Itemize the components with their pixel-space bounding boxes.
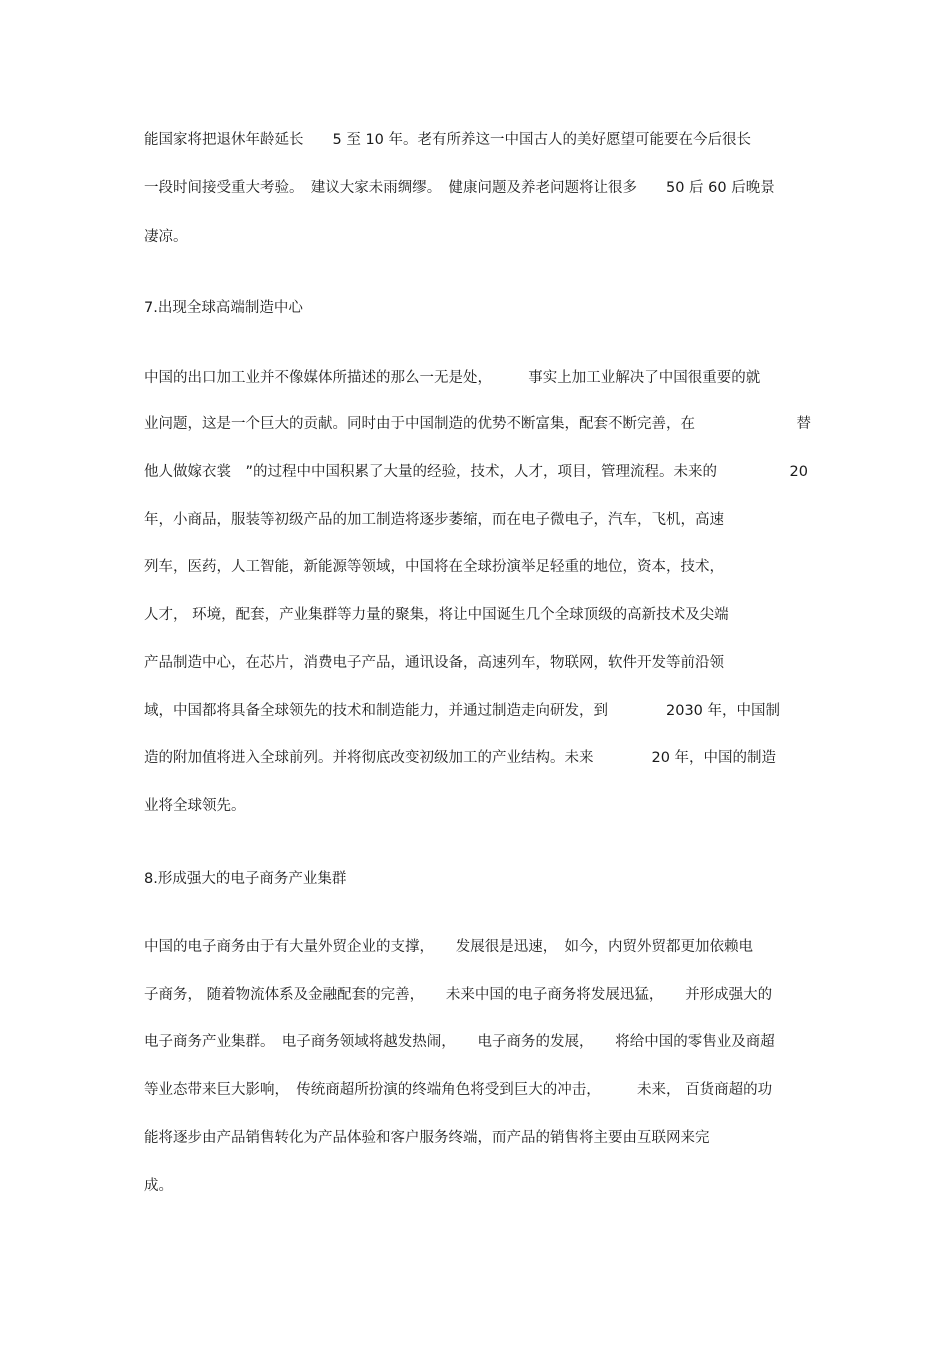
paragraph-line: 凄凉。 bbox=[144, 229, 188, 245]
paragraph-line: 电子商务产业集群。 电子商务领域将越发热闹， 电子商务的发展， 将给中国的零售业及商超 bbox=[144, 1034, 775, 1050]
paragraph-line: 年，小商品，服装等初级产品的加工制造将逐步萎缩，而在电子微电子，汽车，飞机，高速 bbox=[144, 512, 724, 528]
paragraph-line: 等业态带来巨大影响， 传统商超所扮演的终端角色将受到巨大的冲击， 未来， 百货商超的功 bbox=[144, 1082, 773, 1098]
paragraph-line: 产品制造中心，在芯片，消费电子产品，通讯设备，高速列车，物联网，软件开发等前沿领 bbox=[144, 655, 724, 671]
paragraph-line: 业问题，这是一个巨大的贡献。同时由于中国制造的优势不断富集，配套不断完善，在 替 bbox=[144, 416, 811, 432]
section-heading-7: 7.出现全球高端制造中心 bbox=[144, 300, 303, 316]
paragraph-line: 能国家将把退休年龄延长 5 至 10 年。老有所养这一中国古人的美好愿望可能要在今后很长 bbox=[144, 132, 751, 148]
paragraph-line: 域，中国都将具备全球领先的技术和制造能力，并通过制造走向研发，到 2030 年，中国制 bbox=[144, 703, 781, 719]
paragraph-line: 能将逐步由产品销售转化为产品体验和客户服务终端，而产品的销售将主要由互联网来完 bbox=[144, 1130, 710, 1146]
paragraph-line: 一段时间接受重大考验。 建议大家未雨绸缪。 健康问题及养老问题将让很多 50 后 60 后晚景 bbox=[144, 180, 775, 196]
paragraph-line: 子商务， 随着物流体系及金融配套的完善， 未来中国的电子商务将发展迅猛， 并形成强大的 bbox=[144, 987, 773, 1003]
paragraph-line: 中国的出口加工业并不像媒体所描述的那么一无是处， 事实上加工业解决了中国很重要的就 bbox=[144, 370, 761, 386]
paragraph-line: 业将全球领先。 bbox=[144, 798, 246, 814]
paragraph-line: 他人做嫁衣裳 ”的过程中中国积累了大量的经验，技术，人才，项目，管理流程。未来的 20 bbox=[144, 464, 808, 480]
paragraph-line: 成。 bbox=[144, 1178, 173, 1194]
paragraph-line: 中国的电子商务由于有大量外贸企业的支撑， 发展很是迅速， 如今，内贸外贸都更加依赖电 bbox=[144, 939, 753, 955]
paragraph-line: 造的附加值将进入全球前列。并将彻底改变初级加工的产业结构。未来 20 年，中国的制造 bbox=[144, 750, 777, 766]
paragraph-line: 列车，医药，人工智能，新能源等领域，中国将在全球扮演举足轻重的地位，资本，技术， bbox=[144, 559, 724, 575]
section-heading-8: 8.形成强大的电子商务产业集群 bbox=[144, 871, 347, 887]
paragraph-line: 人才， 环境，配套，产业集群等力量的聚集，将让中国诞生几个全球顶级的高新技术及尖端 bbox=[144, 607, 729, 623]
